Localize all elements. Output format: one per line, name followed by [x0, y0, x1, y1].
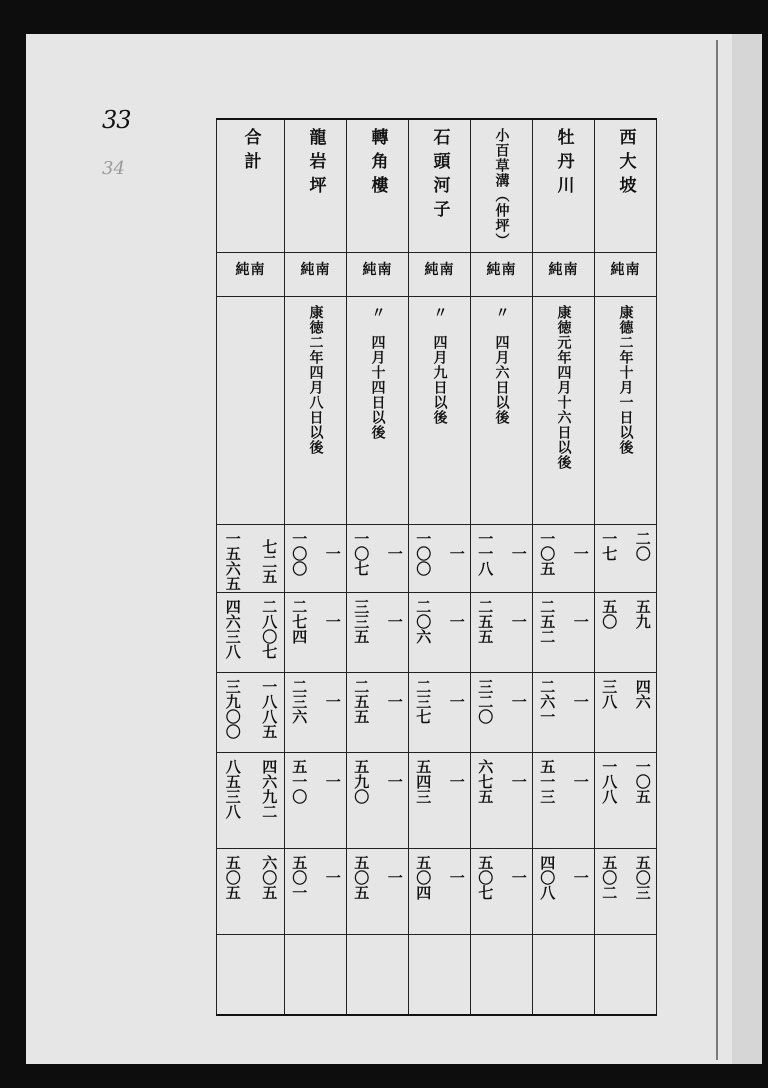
- value-upper: 一: [509, 546, 528, 561]
- station-cell-longyanping: 龍岩坪: [285, 119, 347, 253]
- value-upper: 一: [447, 614, 466, 629]
- value-row-5: [217, 849, 657, 935]
- value-row-3: [217, 673, 657, 753]
- value-upper: 一: [571, 614, 590, 629]
- division-cell: 純南: [471, 253, 533, 297]
- value-upper: 一: [385, 546, 404, 561]
- period-cell: 〃 四月十四日以後: [347, 297, 409, 525]
- value-upper: 四六: [633, 679, 652, 709]
- value-upper: 一: [385, 694, 404, 709]
- value-lower: 二〇六: [414, 599, 433, 644]
- value-upper: 一: [323, 546, 342, 561]
- division-cell: 純南: [533, 253, 595, 297]
- division-cell: 純南: [217, 253, 285, 297]
- value-upper: 一: [571, 774, 590, 789]
- value-lower: 二五五: [476, 599, 495, 644]
- value-lower: 五一三: [538, 759, 557, 804]
- period-cell: [217, 297, 285, 525]
- value-lower: 二五五: [352, 679, 371, 724]
- value-upper: 一〇五: [633, 759, 652, 804]
- value-lower: 三二〇: [476, 679, 495, 724]
- blank-row: [217, 935, 657, 1015]
- value-lower: 二五二: [538, 599, 557, 644]
- value-upper: 五〇三: [633, 855, 652, 900]
- value-lower: 二三六: [290, 679, 309, 724]
- page-number: 33: [102, 106, 131, 134]
- period-cell: 〃 四月九日以後: [409, 297, 471, 525]
- value-upper: 一: [323, 870, 342, 885]
- value-lower: 五一〇: [290, 759, 309, 804]
- period-cell: 康徳元年四月十六日以後: [533, 297, 595, 525]
- value-upper: 一: [323, 614, 342, 629]
- faint-page-mark: 34: [102, 158, 125, 179]
- value-lower: 一一八: [476, 531, 495, 576]
- blank-cell: [217, 935, 285, 1015]
- value-lower: 六七五: [476, 759, 495, 804]
- value-upper: 一: [323, 774, 342, 789]
- period-row: [217, 297, 657, 525]
- blank-cell: [285, 935, 347, 1015]
- value-upper: 一: [447, 694, 466, 709]
- value-row-1: [217, 525, 657, 593]
- value-upper: 一: [323, 694, 342, 709]
- division-cell: 純南: [409, 253, 471, 297]
- station-cell-xiaobaicaogou: 小百草溝（仲坪）: [471, 119, 533, 253]
- value-lower: 三八: [600, 679, 619, 709]
- period-cell: 康德二年十月一日以後: [595, 297, 657, 525]
- value-lower: 二三七: [414, 679, 433, 724]
- value-upper: 七二五: [260, 538, 279, 584]
- blank-cell: [595, 935, 657, 1015]
- value-upper: 一: [385, 774, 404, 789]
- station-cell-xidapo: 西大坡: [595, 119, 657, 253]
- value-lower: 五〇五: [223, 855, 242, 900]
- value-lower: 三三五: [352, 599, 371, 644]
- blank-cell: [533, 935, 595, 1015]
- value-upper: 六〇五: [260, 855, 279, 900]
- value-upper: 一: [509, 774, 528, 789]
- value-upper: 一: [447, 774, 466, 789]
- value-lower: 一七: [600, 531, 619, 561]
- station-row: [217, 119, 657, 253]
- value-lower: 五四三: [414, 759, 433, 804]
- value-lower: 五〇一: [290, 855, 309, 900]
- value-row-4: [217, 753, 657, 849]
- value-row-2: [217, 593, 657, 673]
- value-lower: 二七四: [290, 599, 309, 644]
- value-upper: 五九: [633, 599, 652, 629]
- value-lower: 一〇七: [352, 531, 371, 576]
- page-fold-line: [716, 40, 718, 1060]
- value-lower: 一〇〇: [290, 531, 309, 576]
- value-lower: 四六三八: [223, 599, 242, 659]
- value-lower: 五〇七: [476, 855, 495, 900]
- value-upper: 一: [571, 694, 590, 709]
- ledger-table: [216, 118, 657, 1016]
- value-upper: 一: [571, 870, 590, 885]
- station-cell-total: 合計: [217, 119, 285, 253]
- period-cell: 〃 四月六日以後: [471, 297, 533, 525]
- value-lower: 五九〇: [352, 759, 371, 804]
- value-upper: 一: [385, 870, 404, 885]
- value-lower: 四〇八: [538, 855, 557, 900]
- division-cell: 純南: [285, 253, 347, 297]
- value-upper: 四六九二: [260, 759, 279, 819]
- value-upper: 一: [385, 614, 404, 629]
- value-lower: 八五三八: [223, 759, 242, 819]
- value-upper: 一八八五: [260, 679, 279, 739]
- page-edge: [732, 34, 762, 1064]
- value-lower: 二六一: [538, 679, 557, 724]
- value-upper: 一: [509, 870, 528, 885]
- station-cell-shitouhezi: 石頭河子: [409, 119, 471, 253]
- value-lower: 一八八: [600, 759, 619, 804]
- blank-cell: [471, 935, 533, 1015]
- value-upper: 一: [571, 546, 590, 561]
- station-cell-mudanchuan: 牡丹川: [533, 119, 595, 253]
- value-upper: 二八〇七: [260, 599, 279, 659]
- division-cell: 純南: [595, 253, 657, 297]
- value-lower: 一〇〇: [414, 531, 433, 576]
- value-lower: 五〇: [600, 599, 619, 629]
- period-cell: 康徳二年四月八日以後: [285, 297, 347, 525]
- blank-cell: [347, 935, 409, 1015]
- value-lower: 五〇五: [352, 855, 371, 900]
- station-cell-zhuanjiaolou: 轉角樓: [347, 119, 409, 253]
- value-upper: 一: [509, 694, 528, 709]
- value-upper: 一: [509, 614, 528, 629]
- value-lower: 五〇二: [600, 855, 619, 900]
- division-row: [217, 253, 657, 297]
- value-upper: 一: [447, 546, 466, 561]
- value-lower: 一〇五: [538, 531, 557, 576]
- division-cell: 純南: [347, 253, 409, 297]
- blank-cell: [409, 935, 471, 1015]
- value-lower: 一五六五: [223, 531, 242, 591]
- value-upper: 二〇: [633, 531, 652, 561]
- value-lower: 三九〇〇: [223, 679, 242, 739]
- value-upper: 一: [447, 870, 466, 885]
- value-lower: 五〇四: [414, 855, 433, 900]
